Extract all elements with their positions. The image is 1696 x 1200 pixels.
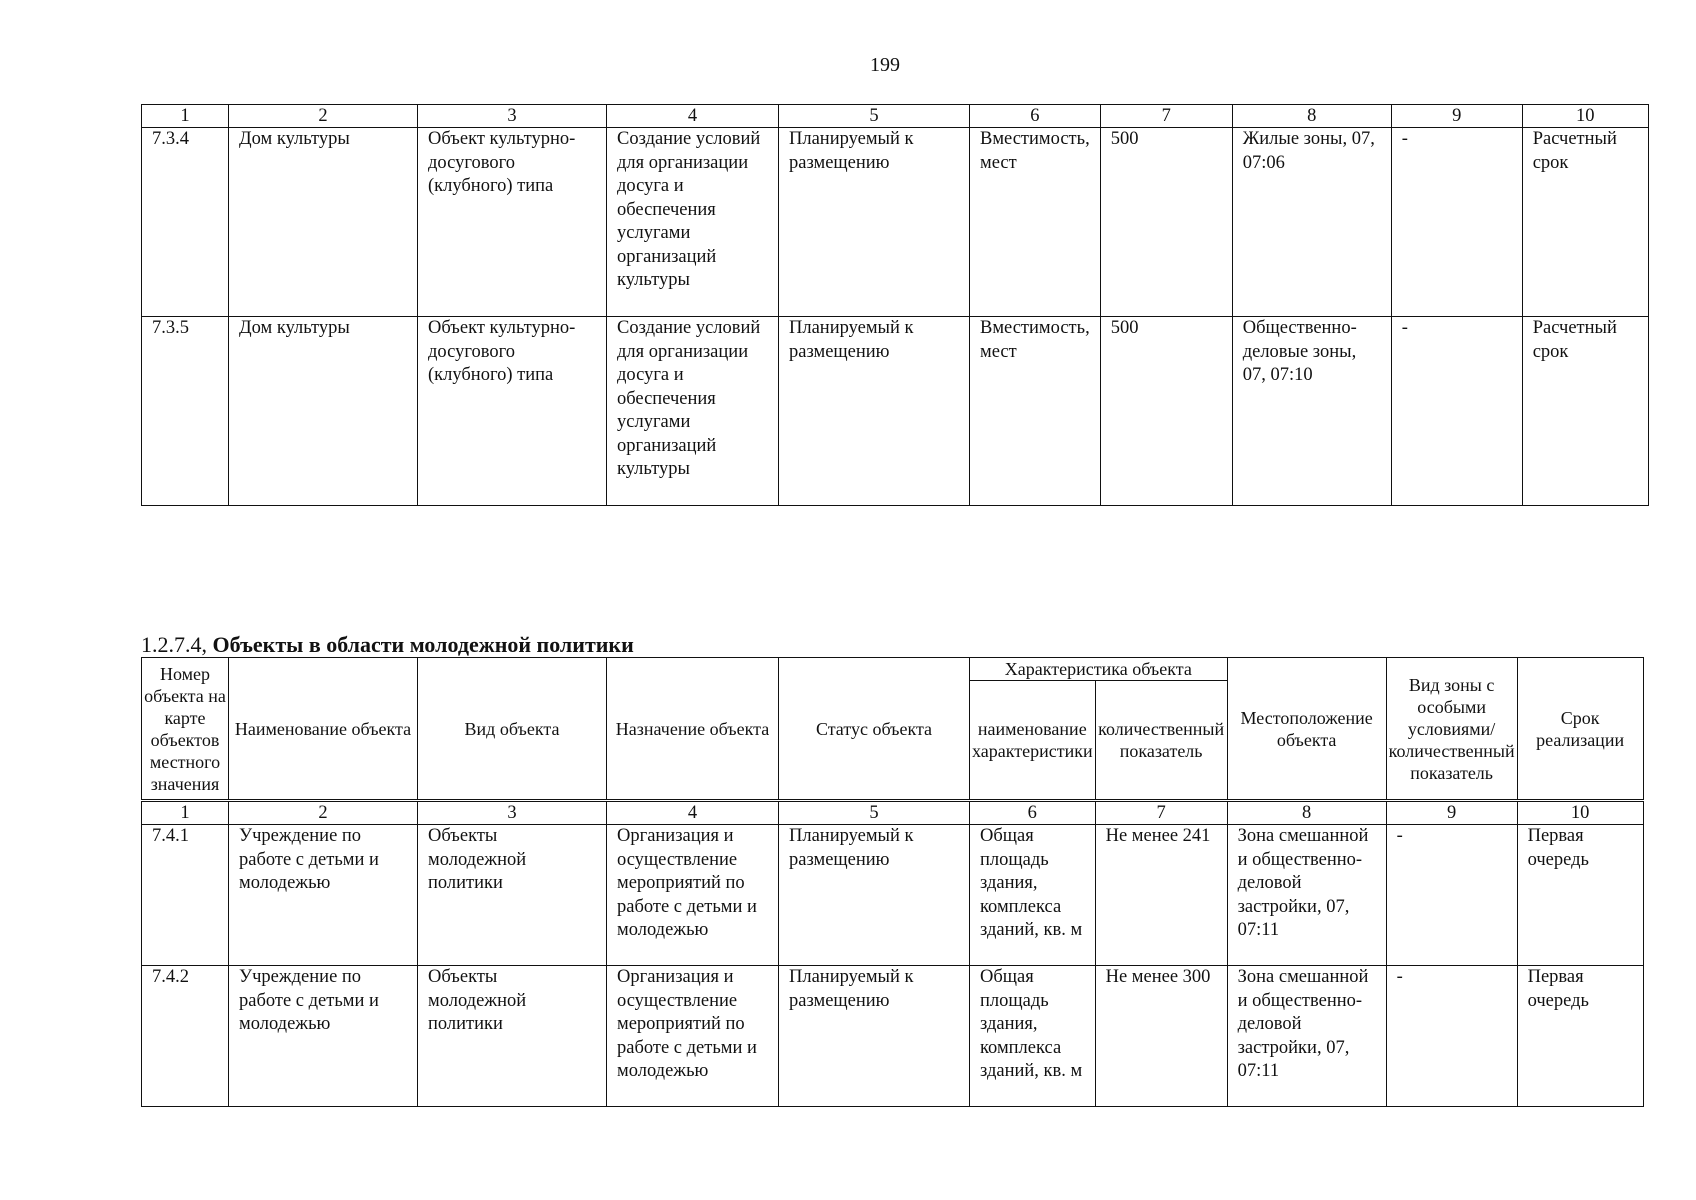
implementation-deadline: Первая очередь xyxy=(1517,825,1643,966)
object-location: Жилые зоны, 07, 07:06 xyxy=(1232,128,1391,317)
header-name: Наименование объекта xyxy=(229,658,418,801)
special-zone: - xyxy=(1386,825,1517,966)
characteristic-name: Общая площадь здания, комплекса зданий, кв. м xyxy=(970,966,1096,1107)
object-number: 7.4.1 xyxy=(142,825,229,966)
column-number: 3 xyxy=(418,801,607,825)
table-row xyxy=(142,966,1644,1107)
object-name: Учреждение по работе с детьми и молодежью xyxy=(229,825,418,966)
column-number: 7 xyxy=(1100,105,1232,128)
column-number: 9 xyxy=(1391,105,1522,128)
implementation-deadline: Расчетный срок xyxy=(1522,317,1648,506)
special-zone: - xyxy=(1391,128,1522,317)
youth-policy-objects-table xyxy=(141,657,1644,1107)
object-purpose: Организация и осуществление мероприятий по работе с детьми и молодежью xyxy=(607,966,779,1107)
column-number: 4 xyxy=(607,801,779,825)
special-zone: - xyxy=(1391,317,1522,506)
column-number: 2 xyxy=(229,105,418,128)
table-row xyxy=(142,825,1644,966)
column-number: 8 xyxy=(1232,105,1391,128)
object-type: Объекты молодежной политики xyxy=(418,966,607,1107)
section-title: Объекты в области молодежной политики xyxy=(212,632,634,657)
object-purpose: Создание условий для организации досуга и обеспечения услугами организаций культуры xyxy=(607,317,779,506)
column-number: 10 xyxy=(1522,105,1648,128)
object-type: Объект культурно-досугового (клубного) типа xyxy=(418,128,607,317)
section-heading xyxy=(141,632,634,658)
header-row xyxy=(142,658,1644,681)
column-number: 5 xyxy=(779,105,970,128)
page-number: 199 xyxy=(870,54,900,76)
column-number: 1 xyxy=(142,801,229,825)
column-number: 8 xyxy=(1227,801,1386,825)
object-number: 7.3.4 xyxy=(142,128,229,317)
special-zone: - xyxy=(1386,966,1517,1107)
object-name: Дом культуры xyxy=(229,317,418,506)
header-type: Вид объекта xyxy=(418,658,607,801)
characteristic-name: Общая площадь здания, комплекса зданий, кв. м xyxy=(970,825,1096,966)
section-number: 1.2.7.4, xyxy=(141,632,207,657)
table-row xyxy=(142,128,1649,317)
column-number: 2 xyxy=(229,801,418,825)
object-status: Планируемый к размещению xyxy=(779,825,970,966)
object-purpose: Организация и осуществление мероприятий по работе с детьми и молодежью xyxy=(607,825,779,966)
column-number-row xyxy=(142,801,1644,825)
object-status: Планируемый к размещению xyxy=(779,317,970,506)
column-number: 6 xyxy=(970,801,1096,825)
table-row xyxy=(142,317,1649,506)
object-status: Планируемый к размещению xyxy=(779,128,970,317)
object-number: 7.3.5 xyxy=(142,317,229,506)
object-type: Объекты молодежной политики xyxy=(418,825,607,966)
object-purpose: Создание условий для организации досуга и обеспечения услугами организаций культуры xyxy=(607,128,779,317)
implementation-deadline: Первая очередь xyxy=(1517,966,1643,1107)
header-status: Статус объекта xyxy=(779,658,970,801)
column-number: 3 xyxy=(418,105,607,128)
column-number-row xyxy=(142,105,1649,128)
header-number: Номер объекта на карте объектов местного значения xyxy=(142,658,229,801)
column-number: 1 xyxy=(142,105,229,128)
cultural-objects-table xyxy=(141,104,1649,506)
header-purpose: Назначение объекта xyxy=(607,658,779,801)
object-status: Планируемый к размещению xyxy=(779,966,970,1107)
column-number: 4 xyxy=(607,105,779,128)
characteristic-value: Не менее 241 xyxy=(1095,825,1227,966)
column-number: 7 xyxy=(1095,801,1227,825)
column-number: 6 xyxy=(970,105,1101,128)
characteristic-name: Вместимость, мест xyxy=(970,317,1101,506)
implementation-deadline: Расчетный срок xyxy=(1522,128,1648,317)
header-characteristic-group: Характеристика объекта xyxy=(970,658,1228,681)
column-number: 10 xyxy=(1517,801,1643,825)
object-name: Учреждение по работе с детьми и молодежью xyxy=(229,966,418,1107)
characteristic-value: 500 xyxy=(1100,128,1232,317)
header-deadline: Срок реализации xyxy=(1517,658,1643,801)
object-number: 7.4.2 xyxy=(142,966,229,1107)
header-characteristic-name: наименование характеристики xyxy=(970,681,1096,801)
object-location: Общественно-деловые зоны, 07, 07:10 xyxy=(1232,317,1391,506)
object-location: Зона смешанной и общественно-деловой застройки, 07, 07:11 xyxy=(1227,825,1386,966)
header-location: Местоположение объекта xyxy=(1227,658,1386,801)
header-characteristic-value: количественный показатель xyxy=(1095,681,1227,801)
object-type: Объект культурно-досугового (клубного) типа xyxy=(418,317,607,506)
header-zone: Вид зоны с особыми условиями/ количественный показатель xyxy=(1386,658,1517,801)
characteristic-value: Не менее 300 xyxy=(1095,966,1227,1107)
characteristic-value: 500 xyxy=(1100,317,1232,506)
object-location: Зона смешанной и общественно-деловой застройки, 07, 07:11 xyxy=(1227,966,1386,1107)
characteristic-name: Вместимость, мест xyxy=(970,128,1101,317)
object-name: Дом культуры xyxy=(229,128,418,317)
column-number: 5 xyxy=(779,801,970,825)
column-number: 9 xyxy=(1386,801,1517,825)
